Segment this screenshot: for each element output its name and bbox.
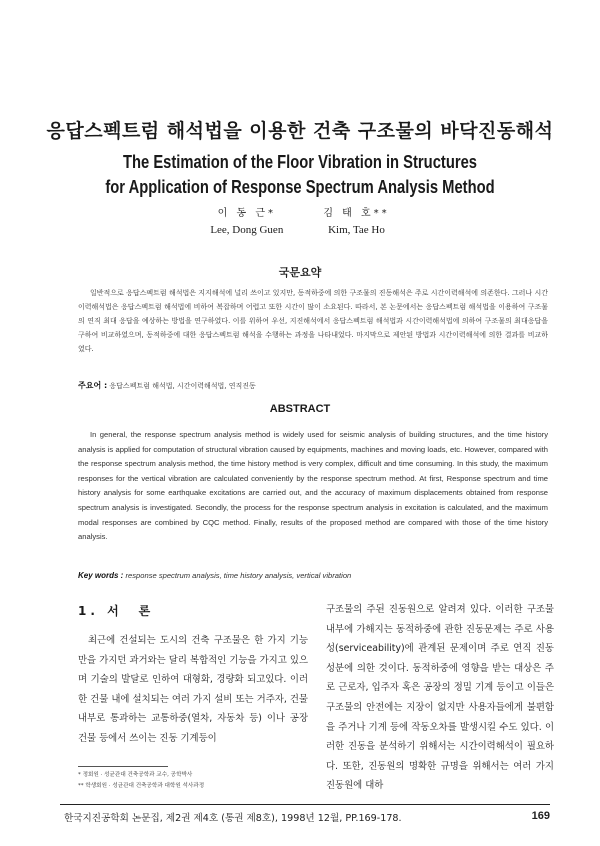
english-abstract: In general, the response spectrum analysis method is widely used for seismic analysis of building structures, and the time history analysis is applied for computation of structural vibration caused by equipments, machines and moving loads, etc. However, compared with the response spectrum analysis method, the time history method is very complex, difficult and time consuming. In this study, the maximum responses for the vertical vibration are calculated conveniently by the response spectrum method. At first, Response spectrum and time history analysis for some earthquake excitations are carried out, and the accuracy of maximum displacements obtained from response spectrum analysis is investigated. Secondly, the process for the response spectrum analysis in excitation is calculated, and the maximum modal responses are combined by CQC method. Finally, results of the proposed method are compared with those of the time history analysis. [78,430,548,542]
author-1-name-korean: 이 동 근* [217,208,276,219]
footnotes [78,770,318,792]
left-column [78,602,308,749]
title-english-line-1: The Estimation of the Floor Vibration in Structures [122,152,477,172]
korean-abstract-heading: 국문요약 [278,266,322,279]
footer-divider [60,804,550,805]
korean-keywords-label: 주요어 : [78,381,108,390]
footnote-1: * 정회원 · 성균관대 건축공학과 교수, 공학박사 [78,772,193,778]
author-1 [210,206,283,238]
title-english [54,150,546,200]
korean-abstract: 일반적으로 응답스펙트럼 해석법은 지지해석에 널리 쓰이고 있지만, 동적하중에 의한 구조물의 진동해석은 주로 시간이력해석에 의존한다. 그러나 시간이력해석법은 응답스펙트럼 해석법에 비하여 복잡하며 어렵고 또한 시간이 많이 소요된다. 따라서, 본 논문에서는 응답스펙트럼 해석법을 이용하여 구조물의 연직 최대 응답을 예상하는 방법을 연구하였다. 이를 위하여 우선, 지진해석에서 응답스펙트럼 해석법과 시간이력해석법에 의하여 구조물의 최대응답을 구하여 비교하였으며, 동적하중에 대한 응답스펙트럼 해석을 수행하는 과정을 나타내었다. 마지막으로 제안된 방법과 시간이력해석에 의한 결과를 비교하였다. [78,289,548,353]
footnote-2: ** 학생회원 · 성균관대 건축공학과 대학원 석사과정 [78,783,205,789]
english-keywords-label: Key words : [78,571,124,580]
english-abstract-heading: ABSTRACT [269,403,331,415]
korean-keywords-text: 응답스펙트럼 해석법, 시간이력해석법, 연직진동 [109,382,256,390]
right-column [326,600,554,796]
author-1-name-english: Lee, Dong Guen [210,224,284,236]
korean-keywords [78,380,548,391]
section-1-heading: 1. 서 론 [78,604,155,618]
author-2-name-korean: 김 태 호** [323,208,390,219]
page-number: 169 [531,810,550,822]
page-footer [64,810,550,824]
title-korean: 응답스펙트럼 해석법을 이용한 건축 구조물의 바닥진동해석 [46,120,554,142]
section-1-right-text: 구조물의 주된 진동원으로 알려져 있다. 이러한 구조물 내부에 가해지는 동적하중에 관한 진동문제는 주로 사용성(serviceability)에 관계된 문제이며 주로 연직 진동 성분에 의한 것이다. 동적하중에 영향을 받는 대상은 주로 근로자, 입주자 혹은 공장의 정밀 기계 등이고 이들은 구조물의 안전에는 지장이 없지만 사용자들에게 불편함을 주거나 기계 등에 작동오차를 발생시킬 수도 있다. 이러한 진동을 분석하기 위해서는 시간이력해석이 필요하다. 또한, 진동원의 명확한 규명을 위해서는 여러 가지 진동원에 대하 [326,604,554,792]
section-1-left-text: 최근에 건설되는 도시의 건축 구조물은 한 가지 기능만을 가지던 과거와는 달리 복합적인 기능을 가지고 있으며 기술의 발달로 인하여 대형화, 경량화 되고있다. 이러한 건물 내에 설치되는 여러 가지 설비 또는 거주자, 건물 내부로 통과하는 교통하중(열차, 자동차 등) 이나 공장 건물 등에서 쓰이는 진동 기계등이 [78,635,308,744]
author-2-name-english: Kim, Tae Ho [328,224,385,236]
footnote-divider [78,766,168,767]
english-keywords [78,571,548,580]
author-2 [323,206,389,238]
title-english-line-2: for Application of Response Spectrum Analysis Method [105,177,495,197]
footer-citation: 한국지진공학회 논문집, 제2권 제4호 (통권 제8호), 1998년 12월, PP.169-178. [64,813,402,824]
author-list [0,206,600,238]
english-keywords-text: response spectrum analysis, time history analysis, vertical vibration [125,571,352,580]
